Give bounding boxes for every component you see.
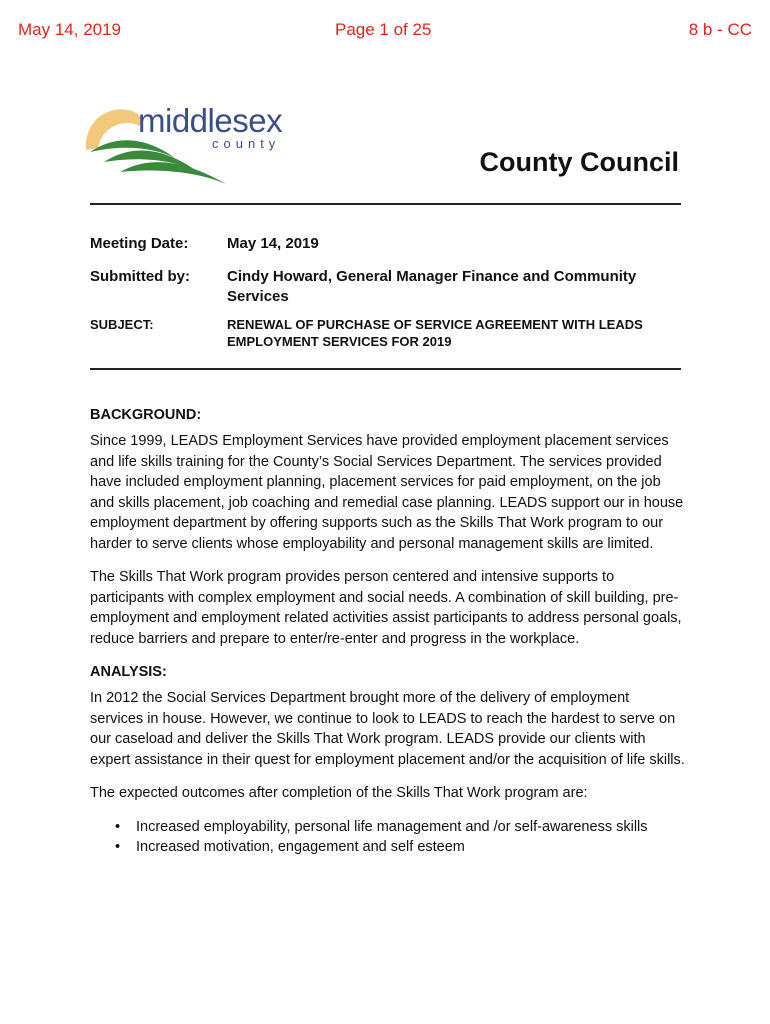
middlesex-county-logo [80,100,295,190]
report-body [90,405,685,857]
logo-subtitle: county [212,136,281,151]
document-title: County Council [479,147,679,177]
background-paragraph-2: The Skills That Work program provides person centered and intensive supports to participants with complex employment and social needs. A combination of skill building, pre-employment and employment related activities assist participants to address personal goals, reduce barriers and prepare to enter/re-enter and progress in the workplace. [90,569,682,647]
background-paragraph-1: Since 1999, LEADS Employment Services have provided employment placement services and life skills training for the County’s Social Services Department. The services provided have included employment planning, placement services for paid employment, on the job and skills placement, job coaching and remedial case planning. LEADS support our in house employment department by offering supports such as the Skills That Work program to our harder to serve clients whose employability and personal management skills are limited. [90,433,684,552]
meeting-date-value: May 14, 2019 [227,235,319,252]
analysis-paragraph-2: The expected outcomes after completion of the Skills That Work program are: [90,785,588,801]
analysis-heading: ANALYSIS: [90,664,167,680]
outcome-item: • Increased employability, personal life management and /or self-awareness skills [136,817,685,837]
submitted-by-value: Cindy Howard, General Manager Finance and Community Services [227,268,637,305]
header-page-number: Page 1 of 25 [335,20,432,39]
outcomes-list [90,817,685,857]
bottom-divider [90,368,681,370]
outcome-item: • Increased motivation, engagement and self esteem [136,837,685,857]
logo-wordmark: middlesex [138,102,283,139]
submitted-by-label: Submitted by: [90,268,190,285]
logo-field-3 [120,162,226,184]
subject-value: RENEWAL OF PURCHASE OF SERVICE AGREEMENT WITH LEADS EMPLOYMENT SERVICES FOR 2019 [227,317,643,349]
background-heading: BACKGROUND: [90,407,202,423]
header-date: May 14, 2019 [18,20,122,39]
subject-label: SUBJECT: [90,317,154,332]
top-divider [90,203,681,205]
analysis-paragraph-1: In 2012 the Social Services Department brought more of the delivery of employment services in house. However, we continue to look to LEADS to reach the hardest to serve on our caseload and deliver the Skills That Work program. LEADS provide our clients with expert assistance in their quest for employment placement and/or the acquisition of life skills. [90,690,685,768]
header-agenda-code: 8 b - CC [688,20,752,39]
meeting-date-label: Meeting Date: [90,235,189,252]
